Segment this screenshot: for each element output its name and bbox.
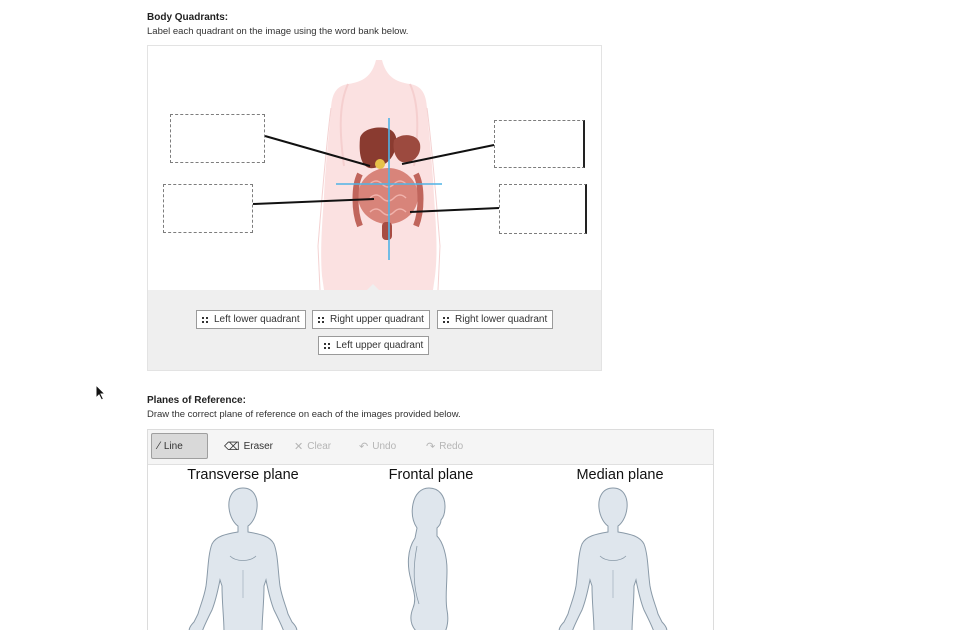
word-chip-label: Left lower quadrant xyxy=(214,314,300,325)
line-tool-label: Line xyxy=(163,440,183,452)
drop-zone-upper-right[interactable] xyxy=(494,120,585,168)
mouse-cursor-icon xyxy=(95,384,106,401)
transverse-plane-label: Transverse plane xyxy=(187,467,299,483)
eraser-tool-button[interactable] xyxy=(218,433,279,459)
torso-image-area xyxy=(148,46,601,290)
drawing-toolbar xyxy=(148,430,713,465)
pencil-icon: ⁄ xyxy=(158,440,160,452)
redo-label: Redo xyxy=(439,440,464,452)
drag-handle-icon xyxy=(443,317,449,323)
word-chip-left-lower-quadrant[interactable] xyxy=(196,310,306,329)
undo-icon: ↶ xyxy=(359,440,369,453)
word-chip-label: Left upper quadrant xyxy=(336,340,424,351)
planes-instructions: Draw the correct plane of reference on each of the images provided below. xyxy=(147,409,461,420)
front-body-figure-transverse[interactable] xyxy=(178,486,308,630)
close-icon: ✕ xyxy=(294,440,304,453)
planes-title: Planes of Reference: xyxy=(147,395,246,406)
drag-handle-icon xyxy=(202,317,208,323)
side-body-figure-frontal[interactable] xyxy=(383,486,473,630)
eraser-icon: ⌫ xyxy=(224,440,240,453)
drop-zone-lower-right[interactable] xyxy=(499,184,587,234)
drop-zone-lower-left[interactable] xyxy=(163,184,253,233)
drag-handle-icon xyxy=(324,343,330,349)
drop-zone-upper-left[interactable] xyxy=(170,114,265,163)
median-plane-label: Median plane xyxy=(576,467,664,483)
word-bank-pointer xyxy=(367,284,379,290)
eraser-tool-label: Eraser xyxy=(243,440,274,452)
undo-label: Undo xyxy=(372,440,397,452)
torso-organs-illustration xyxy=(148,46,601,290)
line-tool-button[interactable] xyxy=(151,433,208,459)
body-quadrants-title: Body Quadrants: xyxy=(147,12,229,23)
word-chip-right-lower-quadrant[interactable] xyxy=(437,310,553,329)
redo-button[interactable] xyxy=(420,433,469,459)
frontal-plane-label: Frontal plane xyxy=(388,467,474,483)
drag-handle-icon xyxy=(318,317,324,323)
clear-label: Clear xyxy=(307,440,332,452)
front-body-figure-median[interactable] xyxy=(548,486,678,630)
word-chip-label: Right upper quadrant xyxy=(330,314,424,325)
word-chip-left-upper-quadrant[interactable] xyxy=(318,336,429,355)
body-quadrants-instructions: Label each quadrant on the image using the word bank below. xyxy=(147,26,409,37)
word-chip-right-upper-quadrant[interactable] xyxy=(312,310,430,329)
word-bank xyxy=(148,290,601,370)
redo-icon: ↷ xyxy=(426,440,436,453)
clear-button[interactable] xyxy=(288,433,337,459)
word-chip-label: Right lower quadrant xyxy=(455,314,548,325)
quadrant-labeling-activity xyxy=(147,45,602,371)
planes-drawing-activity xyxy=(147,429,714,630)
undo-button[interactable] xyxy=(353,433,402,459)
